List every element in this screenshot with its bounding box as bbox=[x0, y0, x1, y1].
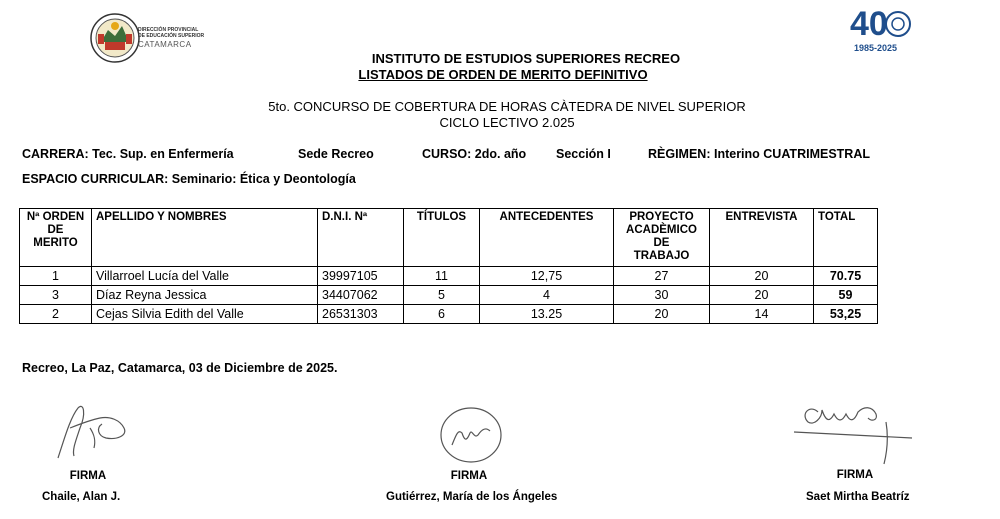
cell-antecedentes: 13.25 bbox=[480, 305, 614, 324]
signature-label-2: FIRMA bbox=[450, 470, 488, 482]
header-dni: D.N.I. Nª bbox=[318, 209, 404, 267]
cell-proyecto: 30 bbox=[614, 286, 710, 305]
cell-antecedentes: 4 bbox=[480, 286, 614, 305]
cell-orden: 2 bbox=[20, 305, 92, 324]
header-antecedentes: ANTECEDENTES bbox=[480, 209, 614, 267]
cell-total: 59 bbox=[814, 286, 878, 305]
cell-dni: 39997105 bbox=[318, 267, 404, 286]
cell-entrevista: 14 bbox=[710, 305, 814, 324]
logo-line-1: DIRECCIÓN PROVINCIAL bbox=[138, 27, 199, 33]
header-entrevista: ENTREVISTA bbox=[710, 209, 814, 267]
regimen-label: RÈGIMEN: Interino CUATRIMESTRAL bbox=[648, 147, 870, 161]
signature-name-2: Gutiérrez, María de los Ángeles bbox=[386, 491, 558, 503]
table-row bbox=[20, 267, 878, 286]
cycle-title: CICLO LECTIVO 2.025 bbox=[439, 115, 575, 130]
header-titulos: TÍTULOS bbox=[404, 209, 480, 267]
cell-proyecto: 27 bbox=[614, 267, 710, 286]
cell-total: 53,25 bbox=[814, 305, 878, 324]
anniversary-number: 40 bbox=[850, 5, 888, 43]
signature-saet-icon bbox=[788, 392, 918, 472]
table-row bbox=[20, 286, 878, 305]
espacio-curricular: ESPACIO CURRICULAR: Seminario: Ética y Deontología bbox=[22, 172, 356, 186]
header-total: TOTAL bbox=[814, 209, 878, 267]
signature-chaile-icon bbox=[50, 398, 140, 468]
header-nombre: APELLIDO Y NOMBRES bbox=[92, 209, 318, 267]
anniversary-emblem-icon bbox=[884, 10, 912, 38]
seccion-label: Sección I bbox=[556, 147, 611, 161]
cell-nombre: Cejas Silvia Edith del Valle bbox=[92, 305, 318, 324]
cell-titulos: 6 bbox=[404, 305, 480, 324]
carrera-label: CARRERA: Tec. Sup. en Enfermería bbox=[22, 147, 234, 161]
signature-name-1: Chaile, Alan J. bbox=[42, 491, 121, 503]
cell-nombre: Villarroel Lucía del Valle bbox=[92, 267, 318, 286]
signature-label-1: FIRMA bbox=[69, 470, 107, 482]
institution-title: INSTITUTO DE ESTUDIOS SUPERIORES RECREO bbox=[371, 51, 681, 66]
cell-entrevista: 20 bbox=[710, 267, 814, 286]
anniversary-years: 1985-2025 bbox=[854, 43, 898, 53]
merit-table bbox=[19, 208, 878, 324]
cell-proyecto: 20 bbox=[614, 305, 710, 324]
logo-line-2: DE EDUCACIÓN SUPERIOR bbox=[138, 33, 205, 39]
cell-nombre: Díaz Reyna Jessica bbox=[92, 286, 318, 305]
header-proyecto: PROYECTO ACADÈMICO DE TRABAJO bbox=[614, 209, 710, 267]
signature-gutierrez-icon bbox=[436, 405, 506, 465]
contest-title: 5to. CONCURSO DE COBERTURA DE HORAS CÀTEDRA DE NIVEL SUPERIOR bbox=[268, 99, 746, 114]
cell-dni: 26531303 bbox=[318, 305, 404, 324]
logo-line-3: CATAMARCA bbox=[138, 40, 192, 49]
cell-entrevista: 20 bbox=[710, 286, 814, 305]
sede-label: Sede Recreo bbox=[298, 147, 374, 161]
table-row bbox=[20, 305, 878, 324]
cell-titulos: 5 bbox=[404, 286, 480, 305]
cell-titulos: 11 bbox=[404, 267, 480, 286]
signature-name-3: Saet Mirtha Beatríz bbox=[806, 491, 910, 503]
signature-label-3: FIRMA bbox=[836, 469, 874, 481]
cell-antecedentes: 12,75 bbox=[480, 267, 614, 286]
date-line: Recreo, La Paz, Catamarca, 03 de Diciembre de 2025. bbox=[22, 361, 338, 375]
cell-dni: 34407062 bbox=[318, 286, 404, 305]
cell-total: 70.75 bbox=[814, 267, 878, 286]
list-title: LISTADOS DE ORDEN DE MERITO DEFINITIVO bbox=[358, 67, 648, 82]
cell-orden: 1 bbox=[20, 267, 92, 286]
cell-orden: 3 bbox=[20, 286, 92, 305]
curso-label: CURSO: 2do. año bbox=[422, 147, 527, 161]
anniversary-logo bbox=[848, 6, 918, 56]
header-orden: Nª ORDEN DE MERITO bbox=[20, 209, 92, 267]
